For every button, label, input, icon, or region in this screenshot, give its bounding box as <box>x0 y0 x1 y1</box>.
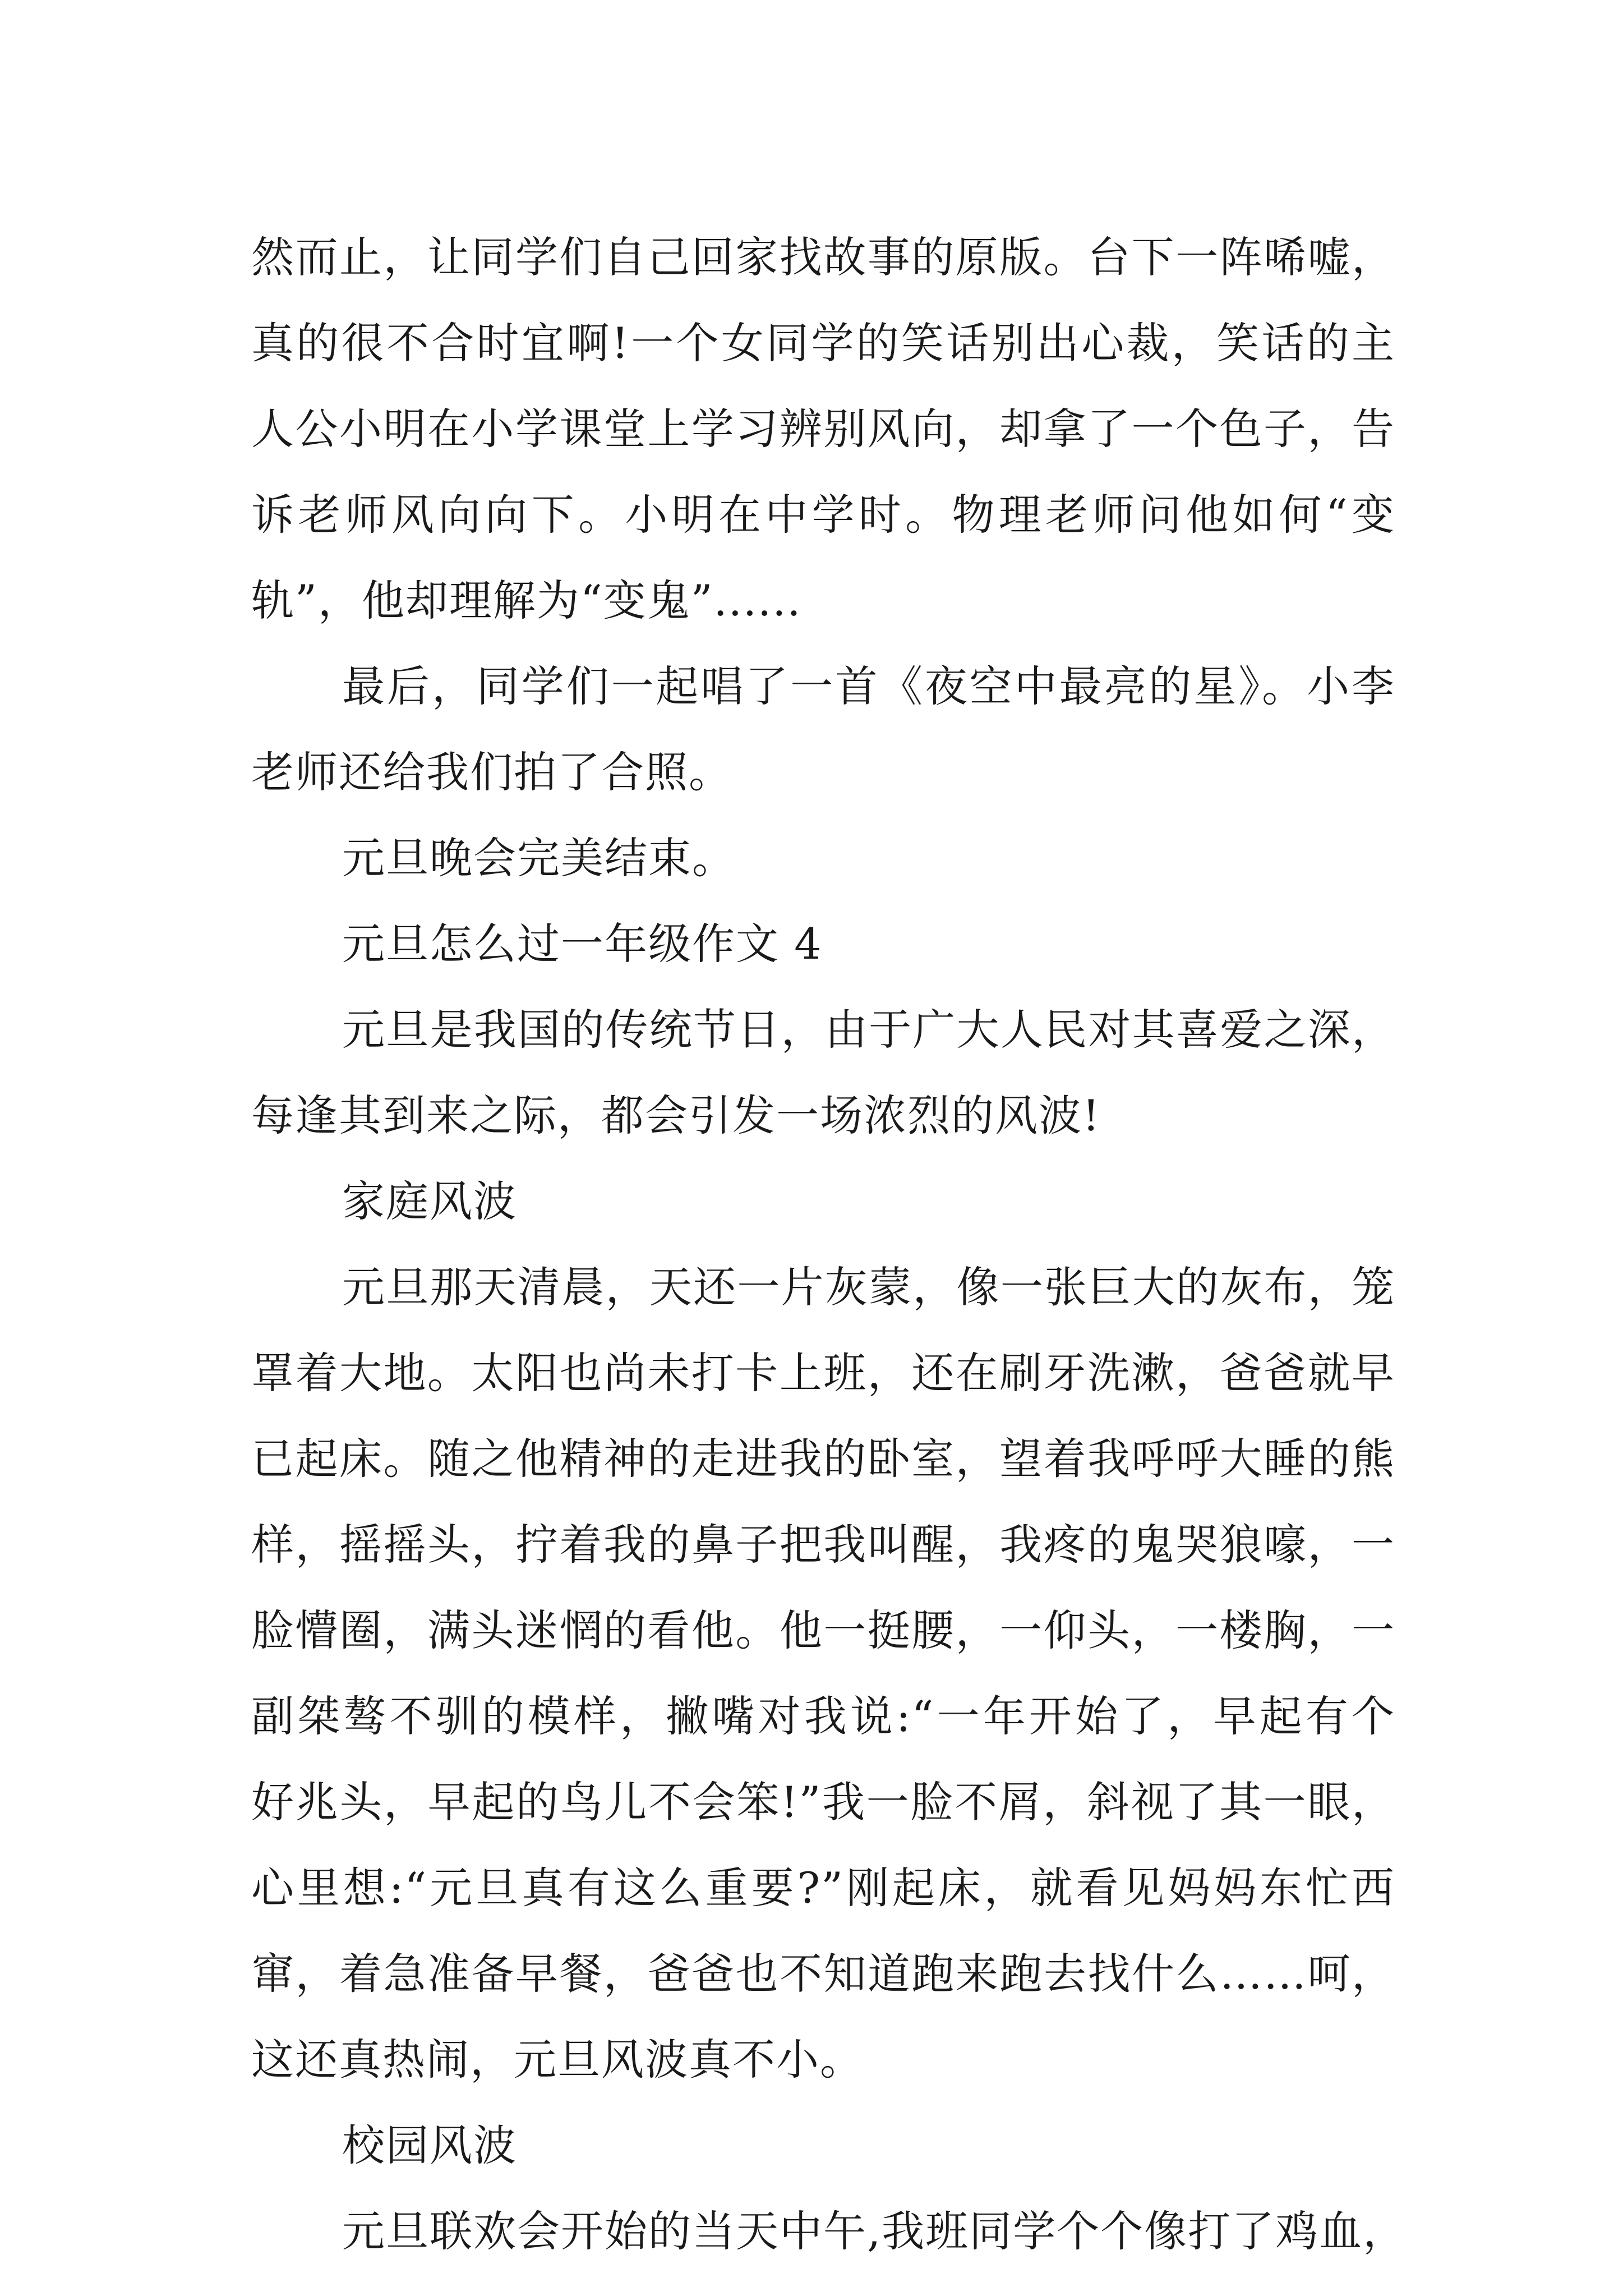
text-line: 罩着大地。太阳也尚未打卡上班，还在刷牙洗漱，爸爸就早 <box>251 1348 1395 1398</box>
text-line: 好兆头，早起的鸟儿不会笨!”我一脸不屑，斜视了其一眼， <box>251 1777 1395 1827</box>
section-heading: 元旦怎么过一年级作文 4 <box>342 919 823 969</box>
subsection-heading: 校园风波 <box>342 2120 517 2170</box>
text-line: 这还真热闹，元旦风波真不小。 <box>251 2035 864 2085</box>
text-line: 副桀骜不驯的模样，撇嘴对我说:“一年开始了，早起有个 <box>251 1691 1395 1741</box>
text-line: 窜，着急准备早餐，爸爸也不知道跑来跑去找什么……呵， <box>251 1949 1395 1999</box>
text-line: 每逢其到来之际，都会引发一场浓烈的风波! <box>251 1091 1101 1140</box>
paragraph-first-line: 元旦联欢会开始的当天中午,我班同学个个像打了鸡血， <box>342 2206 1407 2256</box>
text-line: 老师还给我们拍了合照。 <box>251 747 732 797</box>
paragraph-first-line: 最后，同学们一起唱了一首《夜空中最亮的星》。小李 <box>342 661 1395 711</box>
text-line: 已起床。随之他精神的走进我的卧室，望着我呼呼大睡的熊 <box>251 1434 1395 1484</box>
paragraph-first-line: 元旦是我国的传统节日，由于广大人民对其喜爱之深， <box>342 1005 1395 1055</box>
text-line: 轨”，他却理解为“变鬼”...... <box>251 576 802 625</box>
text-line: 脸懵圈，满头迷惘的看他。他一挺腰，一仰头，一楼胸，一 <box>251 1605 1395 1655</box>
text-line: 样，摇摇头，拧着我的鼻子把我叫醒，我疼的鬼哭狼嚎，一 <box>251 1520 1395 1570</box>
document-body <box>251 214 1407 2274</box>
paragraph-first-line: 元旦晚会完美结束。 <box>342 833 736 883</box>
text-line: 诉老师风向向下。小明在中学时。物理老师问他如何“变 <box>251 490 1395 540</box>
text-line: 真的很不合时宜啊!一个女同学的笑话别出心裁，笑话的主 <box>251 318 1395 368</box>
subsection-heading: 家庭风波 <box>342 1176 517 1226</box>
paragraph-first-line: 元旦那天清晨，天还一片灰蒙，像一张巨大的灰布，笼 <box>342 1262 1395 1312</box>
text-line: 人公小明在小学课堂上学习辨别风向，却拿了一个色子，告 <box>251 404 1395 454</box>
text-line: 然而止，让同学们自己回家找故事的原版。台下一阵唏嘘， <box>251 232 1395 282</box>
text-line: 心里想:“元旦真有这么重要?”刚起床，就看见妈妈东忙西 <box>251 1863 1395 1913</box>
